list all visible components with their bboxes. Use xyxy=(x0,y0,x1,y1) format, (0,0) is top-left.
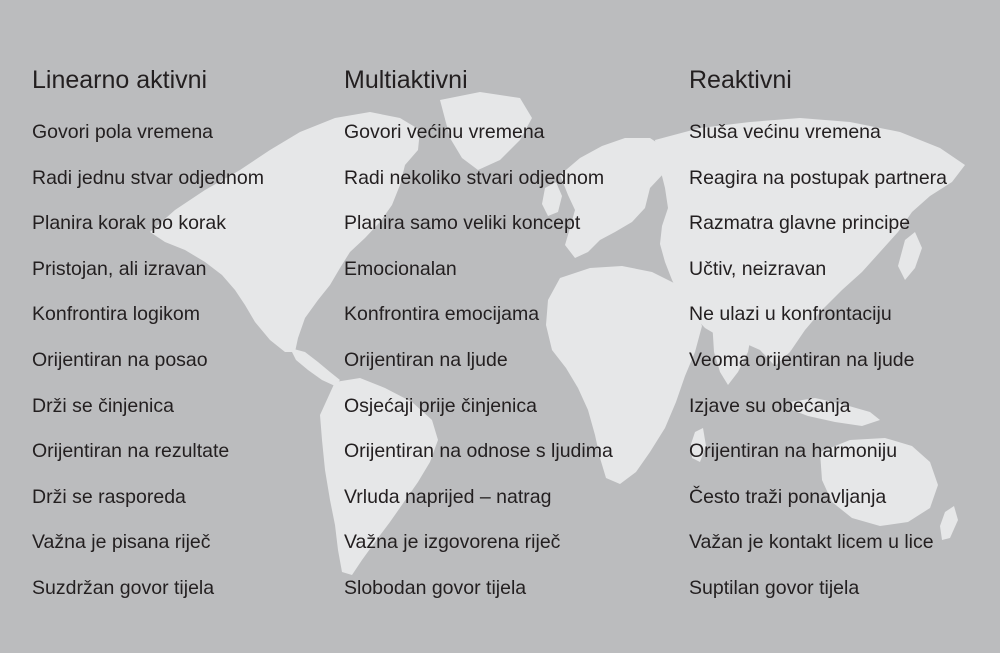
trait-item: Orijentiran na harmoniju xyxy=(689,440,898,463)
trait-item: Suptilan govor tijela xyxy=(689,576,860,599)
trait-item: Orijentiran na posao xyxy=(32,348,208,371)
trait-item: Često traži ponavljanja xyxy=(689,485,887,508)
trait-list xyxy=(32,110,264,612)
trait-item: Orijentiran na odnose s ljudima xyxy=(344,440,613,463)
trait-item: Izjave su obećanja xyxy=(689,394,851,417)
column-reactive xyxy=(689,62,947,612)
trait-item: Konfrontira logikom xyxy=(32,303,200,326)
trait-item: Planira korak po korak xyxy=(32,212,227,235)
trait-item: Radi jednu stvar odjednom xyxy=(32,166,264,189)
column-multi-active xyxy=(344,62,613,612)
trait-item: Vrluda naprijed – natrag xyxy=(344,485,552,508)
trait-item: Veoma orijentiran na ljude xyxy=(689,348,915,371)
trait-item: Ne ulazi u konfrontaciju xyxy=(689,303,892,326)
trait-item: Orijentiran na ljude xyxy=(344,348,508,371)
trait-item: Pristojan, ali izravan xyxy=(32,257,207,280)
column-title: Linearno aktivni xyxy=(32,66,208,94)
trait-list xyxy=(689,110,947,612)
trait-item: Važna je izgovorena riječ xyxy=(344,531,561,554)
trait-item: Slobodan govor tijela xyxy=(344,576,527,599)
trait-item: Drži se činjenica xyxy=(32,394,174,417)
trait-item: Razmatra glavne principe xyxy=(689,212,911,235)
trait-item: Radi nekoliko stvari odjednom xyxy=(344,166,605,189)
column-title: Reaktivni xyxy=(689,66,792,94)
column-title: Multiaktivni xyxy=(344,66,468,94)
trait-item: Orijentiran na rezultate xyxy=(32,440,230,463)
trait-item: Govori pola vremena xyxy=(32,121,214,143)
trait-item: Važna je pisana riječ xyxy=(32,531,211,554)
trait-item: Govori većinu vremena xyxy=(344,121,545,143)
trait-item: Emocionalan xyxy=(344,257,457,280)
column-linear-active xyxy=(32,62,264,612)
trait-item: Učtiv, neizravan xyxy=(689,257,827,280)
trait-item: Važan je kontakt licem u lice xyxy=(689,531,934,554)
trait-item: Konfrontira emocijama xyxy=(344,303,540,326)
trait-item: Planira samo veliki koncept xyxy=(344,212,581,235)
trait-item: Drži se rasporeda xyxy=(32,485,186,508)
trait-item: Sluša većinu vremena xyxy=(689,121,881,143)
trait-item: Suzdržan govor tijela xyxy=(32,576,215,599)
trait-item: Reagira na postupak partnera xyxy=(689,166,948,189)
trait-list xyxy=(344,110,613,612)
central-america-shape xyxy=(290,348,340,386)
trait-item: Osjećaji prije činjenica xyxy=(344,394,537,417)
